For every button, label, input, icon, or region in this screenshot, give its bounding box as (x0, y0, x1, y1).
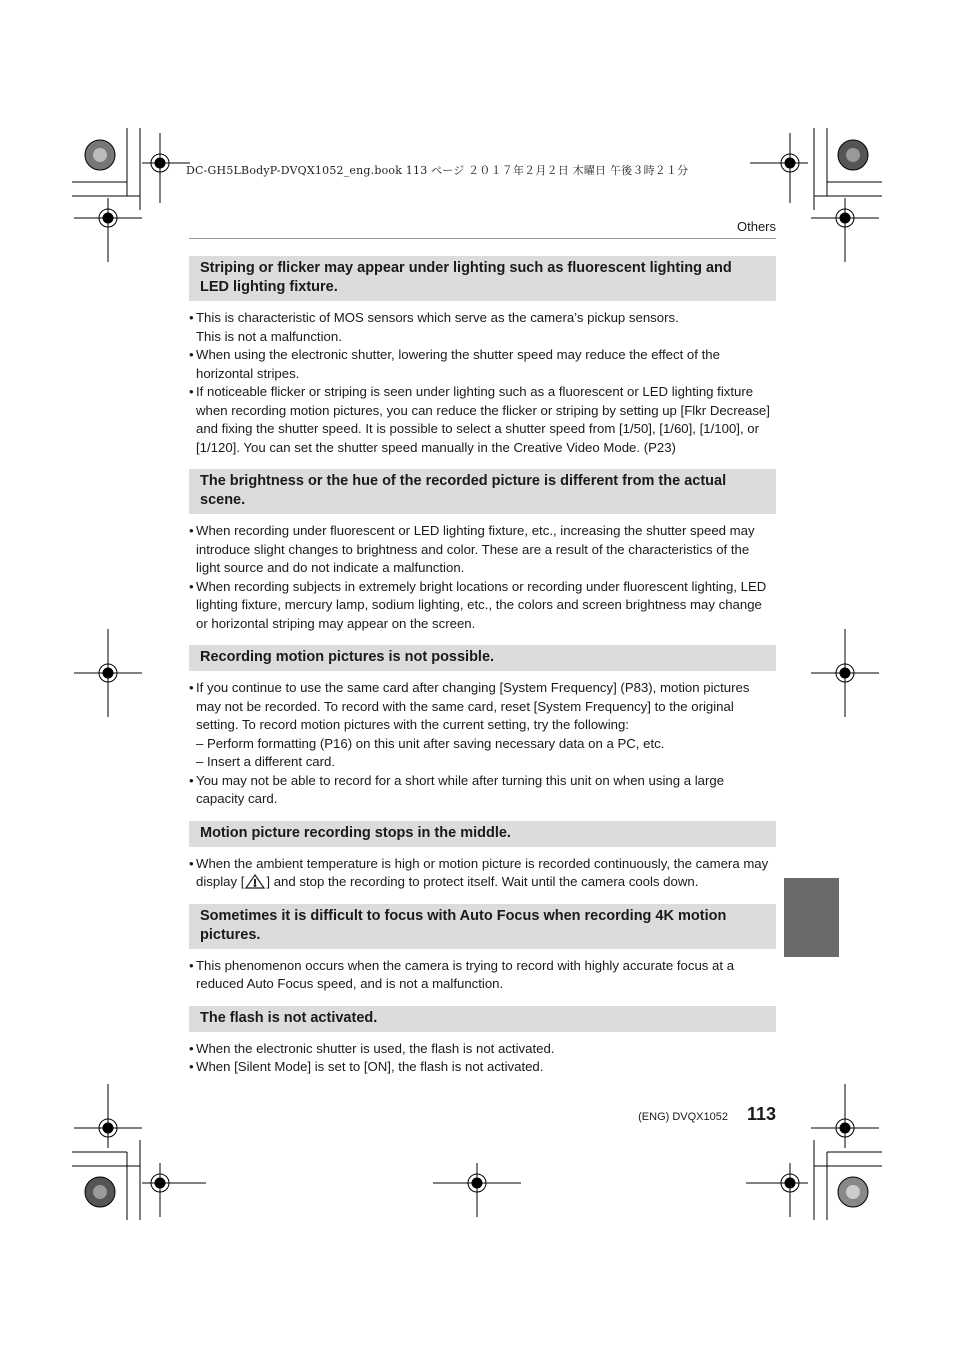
list-item: • When the electronic shutter is used, the flash is not activated. (189, 1040, 776, 1059)
list-item: • This is characteristic of MOS sensors which serve as the camera’s pickup sensors. This is not a malfunction. (189, 309, 776, 346)
topic-recording-not-possible (189, 645, 776, 809)
topic-flicker (189, 256, 776, 457)
list-item: • When recording under fluorescent or LED lighting fixture, etc., increasing the shutter speed may introduce slight changes to brightness and color. These are a result of the characteristics of the light source and do not indicate a malfunction. (189, 522, 776, 578)
topic-heading: The brightness or the hue of the recorded picture is different from the actual scene. (189, 469, 776, 514)
page-number: 113 (746, 1104, 776, 1124)
topic-flash (189, 1006, 776, 1077)
topic-recording-stops (189, 821, 776, 892)
header-rule (189, 238, 776, 239)
list-item: • If you continue to use the same card after changing [System Frequency] (P83), motion pictures may not be recorded. To record with the same card, reset [System Frequency] to the original setting. To record motion pictures with the current setting, try the following: – Perform formatting (P16) on this unit after saving necessary data on a PC, etc. – Insert a different card. (189, 679, 776, 772)
list-item: • When [Silent Mode] is set to [ON], the flash is not activated. (189, 1058, 776, 1077)
sub-item: – Insert a different card. (196, 754, 336, 769)
topic-brightness-hue (189, 469, 776, 633)
list-item: • When recording subjects in extremely bright locations or recording under fluorescent lighting, LED lighting fixture, mercury lamp, sodium lighting, etc., the colors and screen brightness may change or horizontal striping may appear on the screen. (189, 578, 776, 634)
topic-heading: The flash is not activated. (189, 1006, 776, 1032)
list-item: • You may not be able to record for a short while after turning this unit on when using a large capacity card. (189, 772, 776, 809)
footer-code: (ENG) DVQX1052 (638, 1111, 728, 1123)
list-item-continuation: This is not a malfunction. (196, 328, 342, 344)
topic-heading: Motion picture recording stops in the middle. (189, 821, 776, 847)
topic-heading: Recording motion pictures is not possible. (189, 645, 776, 671)
list-item: • This phenomenon occurs when the camera is trying to record with highly accurate focus at a reduced Auto Focus speed, and is not a malfunction. (189, 957, 776, 994)
topic-autofocus-4k (189, 904, 776, 994)
file-info: DC-GH5LBodyP-DVQX1052_eng.book 113 ページ ２０１７年２月２日 木曜日 午後３時２１分 (186, 164, 689, 177)
sub-item: – Perform formatting (P16) on this unit after saving necessary data on a PC, etc. (196, 735, 665, 751)
page-content (189, 256, 776, 1089)
chapter-tab (784, 878, 839, 957)
temperature-warning-icon (245, 874, 265, 889)
list-item: • When the ambient temperature is high or motion picture is recorded continuously, the camera may display [ ] and stop the recording to protect itself. Wait until the camera cools down. (189, 855, 776, 892)
list-item: • If noticeable flicker or striping is seen under lighting such as a fluorescent or LED lighting fixture when recording motion pictures, you can reduce the flicker or striping by setting up [Flkr Decrease] and fixing the shutter speed. It is possible to select a shutter speed from [1/50], [1/60], [1/100], or [1/120]. You can set the shutter speed manually in the Creative Video Mode. (P23) (189, 383, 776, 457)
list-item: • When using the electronic shutter, lowering the shutter speed may reduce the effect of the horizontal stripes. (189, 346, 776, 383)
section-label: Others (736, 219, 776, 234)
topic-heading: Striping or flicker may appear under lighting such as fluorescent lighting and LED lighting fixture. (189, 256, 776, 301)
topic-heading: Sometimes it is difficult to focus with Auto Focus when recording 4K motion pictures. (189, 904, 776, 949)
